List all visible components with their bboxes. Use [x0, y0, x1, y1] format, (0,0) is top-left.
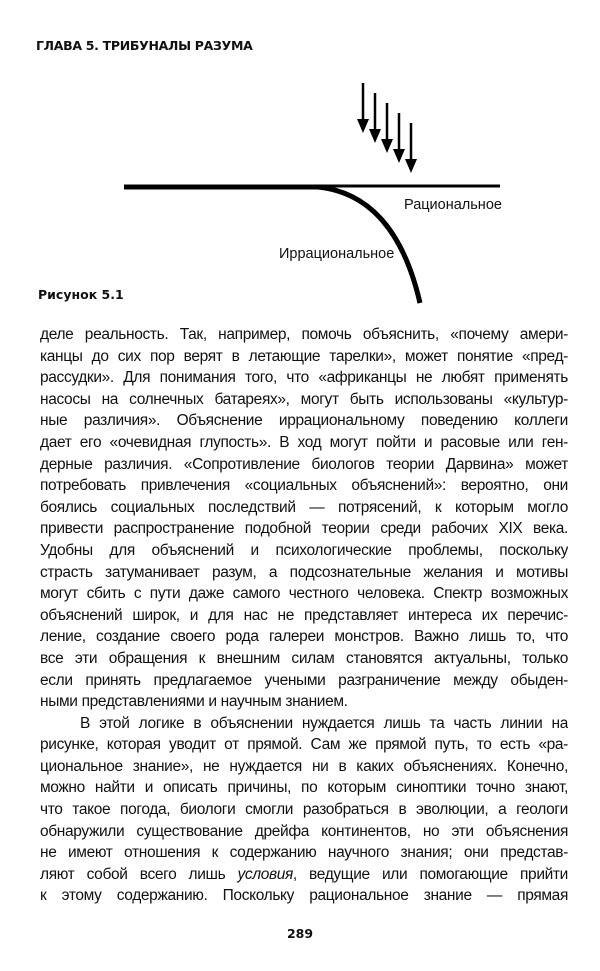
text-line: потребовать привлечения «социальных объяснений»: вероятно, они: [40, 477, 568, 495]
label-irrational: Иррациональное: [279, 246, 395, 262]
down-arrow-icon: [405, 123, 417, 173]
text-line: что такое погода, биологи смогли разобраться в эволюции, а геологи: [40, 801, 568, 819]
text-line: рисунке, которая уводит от прямой. Сам же прямой путь, то есть «ра-: [40, 736, 568, 754]
down-arrow-icon: [357, 83, 369, 133]
text-line: если принять предлагаемое учеными разграничение между обыден-: [40, 671, 568, 689]
text-line: можно найти и описать причины, по которым синоптики точно знают,: [40, 779, 568, 797]
text-line: ные различия». Объяснение иррациональному поведению коллеги: [40, 412, 568, 430]
text-line: деле реальность. Так, например, помочь объяснить, «почему амери-: [40, 326, 568, 343]
down-arrow-icon: [381, 103, 393, 153]
text-line: дерные различия. «Сопротивление биологов теории Дарвина» может: [40, 455, 568, 473]
text-line: [40, 864, 568, 886]
text-segment: , ведущие или помогающие прийти: [292, 865, 568, 883]
figure-caption: Рисунок 5.1: [38, 287, 124, 302]
label-rational: Рациональное: [404, 197, 502, 213]
text-line: не имеют отношения к содержанию научного знания; они представ-: [40, 844, 568, 862]
figure-5-1: [0, 0, 600, 320]
text-line: Удобны для объяснений и психологические проблемы, поскольку: [40, 541, 568, 559]
text-line: ление, создание своего рода галереи монстров. Важно лишь то, что: [40, 628, 568, 646]
text-line: канцы до сих пор верят в летающие тарелки», может понятие «пред-: [40, 347, 568, 365]
text-line: рассудки». Для понимания того, что «африканцы не любят применять: [40, 369, 568, 387]
text-line: циональное знание», не нуждается ни в каких объяснениях. Конечно,: [40, 757, 568, 775]
text-line: все эти обращения к внешним силам становятся актуальны, только: [40, 649, 568, 667]
text-line: обнаружили существование дрейфа континентов, но эти объяснения: [40, 822, 568, 840]
text-line: страсть затуманивает разум, а подсознательные желания и мотивы: [40, 563, 568, 581]
down-arrow-icon: [369, 93, 381, 143]
italic-term: условия: [237, 865, 293, 883]
text-line: насосы на солнечных батареях», могут быть использованы «культур-: [40, 390, 568, 408]
arrows-group: [357, 83, 417, 173]
running-header: ГЛАВА 5. ТРИБУНАЛЫ РАЗУМА: [36, 38, 253, 53]
page-number: 289: [286, 926, 314, 941]
body-text: [40, 324, 568, 907]
text-line: боялись социальных последствий — потрясений, к которым могло: [40, 498, 568, 516]
text-line: В этой логике в объяснении нуждается лишь та часть линии на: [80, 714, 568, 732]
text-line: объяснений широк, и для нас не представляет интереса их перечис-: [40, 606, 568, 624]
text-segment: ляют собой всего лишь: [40, 865, 238, 883]
text-line: привести распространение подобной теории среди рабочих XIX века.: [40, 520, 568, 538]
text-line: ными представлениями и научным знанием.: [40, 693, 348, 711]
text-line: к этому содержанию. Поскольку рациональное знание — прямая: [40, 887, 568, 905]
text-line: дает его «очевидная глупость». В ход могут пойти и расовые или ген-: [40, 433, 568, 451]
down-arrow-icon: [393, 113, 405, 163]
text-line: могут сбить с пути даже самого честного человека. Спектр возможных: [40, 585, 568, 603]
